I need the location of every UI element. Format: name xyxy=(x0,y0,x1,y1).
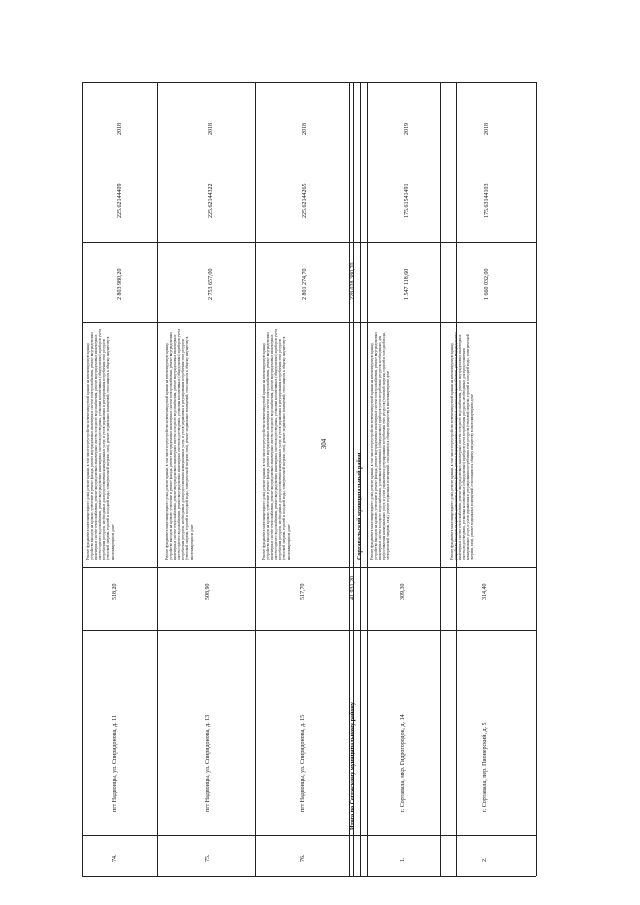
row-year: 2018 xyxy=(117,123,123,135)
row-address: пгт Надвоицы, ул. Спиридонова, д. 15 xyxy=(300,714,306,812)
row-works: Ремонт фундамента многоквартирного дома, ремонт крыши, в том числе переустройство невентилируемой крыши на вентилируемую крышу, устройство выходов на кровлю, утепление и ремонт фасада, ремонт внутридомовых инженерных систем электроснабжения, ремонт внутридомовых инженерных систем теплоснабжения, ремонт внутридомовых инженерных систем холодного водоснабжения, ремонт внутридомовых инженерных систем горячего водоснабжения, ремонт внутридомовых инженерных систем водоотведения, установка коллективных (общедомовых) приборов учета потребления ресурсов, необходимых для предоставления коммунальных услуг, и узлов управления и регулирования потребления этих ресурсов (тепловой энергии, горячей и холодной воды, электрической энергии, газа), ремонт подвальных помещений, относящихся к общему имуществу в многоквартирном доме xyxy=(165,328,194,560)
row-works: Ремонт фундамента многоквартирного дома, ремонт крыши, в том числе переустройство невентилируемой крыши на вентилируемую крышу, устройство выходов на кровлю, утепление и ремонт фасада, ремонт внутридомовых инженерных систем электроснабжения, ремонт внутридомовых инженерных систем холодного водоснабжения, установка коллективных (общедомовых) приборов учета потребления ресурсов, необходимых для предоставления коммунальных услуг, и узлов управления и регулирования потребления этих ресурсов (тепловой энергии, горячей и холодной воды, электрической энергии, газа), ремонт подвальных помещений, относящихся к общему имуществу в многоквартирном доме xyxy=(370,332,391,560)
total-label: Итого по Сегежскому муниципальному району xyxy=(350,702,356,830)
row-id: 225.62144322 xyxy=(208,183,214,218)
row-id: 225.62144409 xyxy=(117,183,123,218)
row-address: пгт Надвоицы, ул. Спиридонова, д. 11 xyxy=(112,715,118,812)
row-cost: 1 660 032,00 xyxy=(484,268,490,300)
row-cost: 2 753 657,00 xyxy=(208,268,214,300)
row-id: 175.63144103 xyxy=(484,183,490,218)
total-area: 41 931,20 xyxy=(350,576,356,600)
row-area: 508,90 xyxy=(205,583,211,600)
district-label: Сортавальский муниципальный район xyxy=(357,452,363,560)
row-year: 2018 xyxy=(302,123,308,135)
row-year: 2018 xyxy=(208,123,214,135)
page-number: 304 xyxy=(320,438,328,450)
row-works: Ремонт фундамента многоквартирного дома, ремонт крыши, в том числе переустройство невентилируемой крыши на вентилируемую крышу, устройство выходов на кровлю, утепление и ремонт фасада, ремонт внутридомовых инженерных систем электроснабжения, ремонт внутридомовых инженерных систем теплоснабжения, ремонт внутридомовых инженерных систем холодного водоснабжения, ремонт внутридомовых инженерных систем горячего водоснабжения, ремонт внутридомовых инженерных систем водоотведения, установка коллективных (общедомовых) приборов учета потребления ресурсов, необходимых для предоставления коммунальных услуг, и узлов управления и регулирования потребления этих ресурсов (тепловой энергии, горячей и холодной воды, электрической энергии, газа), ремонт подвальных помещений, относящихся к общему имуществу в многоквартирном доме xyxy=(86,328,115,560)
row-number: 76. xyxy=(300,854,306,862)
row-number: 75. xyxy=(205,854,211,862)
row-works: Ремонт фундамента многоквартирного дома, ремонт крыши, в том числе переустройство невентилируемой крыши на вентилируемую крышу, устройство выходов на кровлю, утепление и ремонт фасада, ремонт внутридомовых инженерных систем электроснабжения, ремонт внутридомовых инженерных систем теплоснабжения, ремонт внутридомовых инженерных систем холодного водоснабжения, ремонт внутридомовых инженерных систем горячего водоснабжения, ремонт внутридомовых инженерных систем водоотведения, установка коллективных (общедомовых) приборов учета потребления ресурсов, необходимых для предоставления коммунальных услуг, и узлов управления и регулирования потребления этих ресурсов (тепловой энергии, горячей и холодной воды, электрической энергии, газа), ремонт подвальных помещений, относящихся к общему имуществу в многоквартирном доме xyxy=(262,328,291,560)
row-number: 74. xyxy=(112,854,118,862)
row-address: г. Сортавала, мкр. Гидрогородок, д. 14 xyxy=(400,714,406,812)
row-area: 518,20 xyxy=(112,583,118,600)
row-number: 1. xyxy=(400,857,406,862)
row-area: 314,40 xyxy=(482,583,488,600)
total-cost: 228 028 380,70 xyxy=(350,262,356,300)
row-cost: 2 801 274,70 xyxy=(302,268,308,300)
row-id: 175.61541491 xyxy=(404,183,410,218)
row-year: 2019 xyxy=(404,123,410,135)
row-address: пгт Надвоицы, ул. Спиридонова, д. 13 xyxy=(205,714,211,812)
row-number: 2. xyxy=(482,857,488,862)
row-id: 225.62144265 xyxy=(302,183,308,218)
row-year: 2018 xyxy=(484,123,490,135)
row-area: 309,30 xyxy=(400,583,406,600)
row-cost: 1 547 118,60 xyxy=(404,268,410,300)
row-address: г. Сортавала, пер. Пионерский, д. 5 xyxy=(482,722,488,812)
row-works: Ремонт фундамента многоквартирного дома, ремонт крыши, в том числе переустройство невентилируемой крыши на вентилируемую крышу, устройство выходов на кровлю, утепление и ремонт фасада, ремонт внутридомовых инженерных систем электроснабжения, ремонт внутридомовых инженерных систем теплоснабжения, ремонт внутридомовых инженерных систем холодного водоснабжения, ремонт внутридомовых инженерных систем водоотведения, установка коллективных (общедомовых) приборов учета потребления ресурсов, необходимых для предоставления коммунальных услуг, и узлов управления и регулирования потребления этих ресурсов (тепловой энергии, горячей и холодной воды, электрической энергии, газа), ремонт подвальных помещений, относящихся к общему имуществу в многоквартирном доме xyxy=(450,332,475,560)
row-cost: 2 803 980,20 xyxy=(117,268,123,300)
row-area: 517,70 xyxy=(300,583,306,600)
